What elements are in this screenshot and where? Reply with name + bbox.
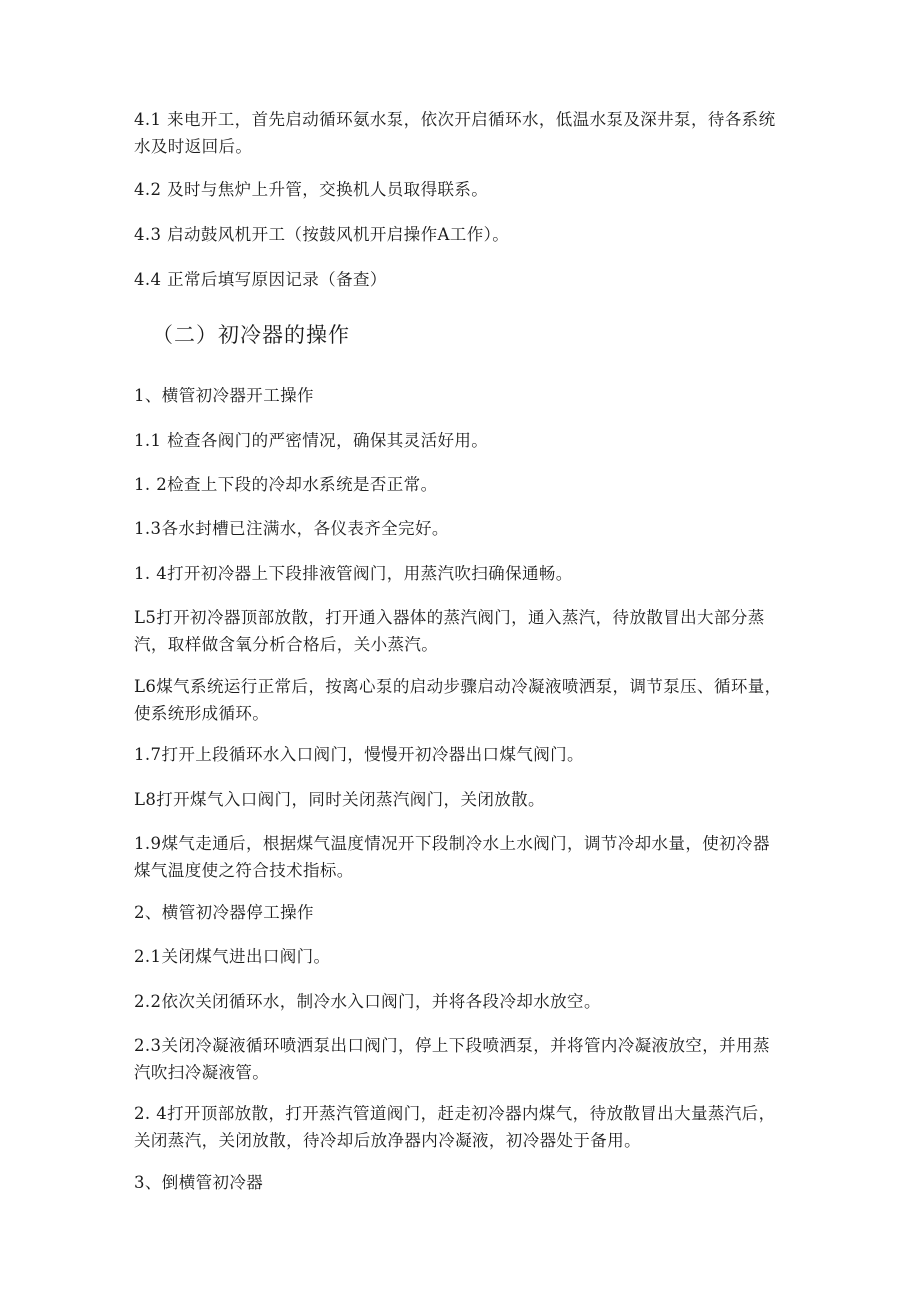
paragraph-1-4: 1. 4打开初冷器上下段排液管阀门，用蒸汽吹扫确保通畅。 bbox=[134, 564, 573, 583]
subsection-title-3: 3、倒横管初冷器 bbox=[134, 1173, 264, 1192]
paragraph-2-3: 2.3关闭冷凝液循环喷洒泵出口阀门，停上下段喷洒泵，并将管内冷凝液放空，并用蒸汽吹扫冷凝液管。 bbox=[134, 1036, 770, 1082]
subsection-title-1: 1、横管初冷器开工操作 bbox=[134, 386, 314, 405]
paragraph-1-7: 1.7打开上段循环水入口阀门，慢慢开初冷器出口煤气阀门。 bbox=[134, 745, 584, 764]
paragraph-1-9: 1.9煤气走通后，根据煤气温度情况开下段制冷水上水阀门，调节冷却水量，使初冷器煤气温度使之符合技术指标。 bbox=[134, 834, 770, 880]
subsection-title-2: 2、横管初冷器停工操作 bbox=[134, 903, 314, 922]
paragraph-1-1: 1.1 检查各阀门的严密情况，确保其灵活好用。 bbox=[134, 431, 489, 450]
paragraph-2-4: 2. 4打开顶部放散，打开蒸汽管道阀门，赶走初冷器内煤气，待放散冒出大量蒸汽后，关闭蒸汽，关闭放散，待冷却后放净器内冷凝液，初冷器处于备用。 bbox=[134, 1104, 776, 1150]
paragraph-1-5: L5打开初冷器顶部放散，打开通入器体的蒸汽阀门，通入蒸汽，待放散冒出大部分蒸汽，取样做含氧分析合格后，关小蒸汽。 bbox=[134, 608, 765, 654]
section-heading: （二）初冷器的操作 bbox=[152, 323, 350, 347]
paragraph-4-1: 4.1 来电开工，首先启动循环氨水泵，依次开启循环水，低温水泵及深井泵，待各系统水及时返回后。 bbox=[134, 110, 776, 156]
paragraph-2-2: 2.2依次关闭循环水，制冷水入口阀门，并将各段冷却水放空。 bbox=[134, 992, 601, 1011]
paragraph-1-2: 1. 2检查上下段的冷却水系统是否正常。 bbox=[134, 475, 438, 494]
paragraph-4-3: 4.3 启动鼓风机开工（按鼓风机开启操作A工作）。 bbox=[134, 225, 510, 244]
paragraph-1-8: L8打开煤气入口阀门，同时关闭蒸汽阀门，关闭放散。 bbox=[134, 790, 545, 809]
paragraph-1-6: L6煤气系统运行正常后，按离心泵的启动步骤启动冷凝液喷洒泵，调节泵压、循环量，使系统形成循环。 bbox=[134, 677, 782, 723]
paragraph-4-2: 4.2 及时与焦炉上升管，交换机人员取得联系。 bbox=[134, 180, 489, 199]
paragraph-4-4: 4.4 正常后填写原因记录（备查） bbox=[134, 270, 387, 289]
paragraph-2-1: 2.1关闭煤气进出口阀门。 bbox=[134, 947, 331, 966]
paragraph-1-3: 1.3各水封槽已注满水，各仪表齐全完好。 bbox=[134, 519, 449, 538]
